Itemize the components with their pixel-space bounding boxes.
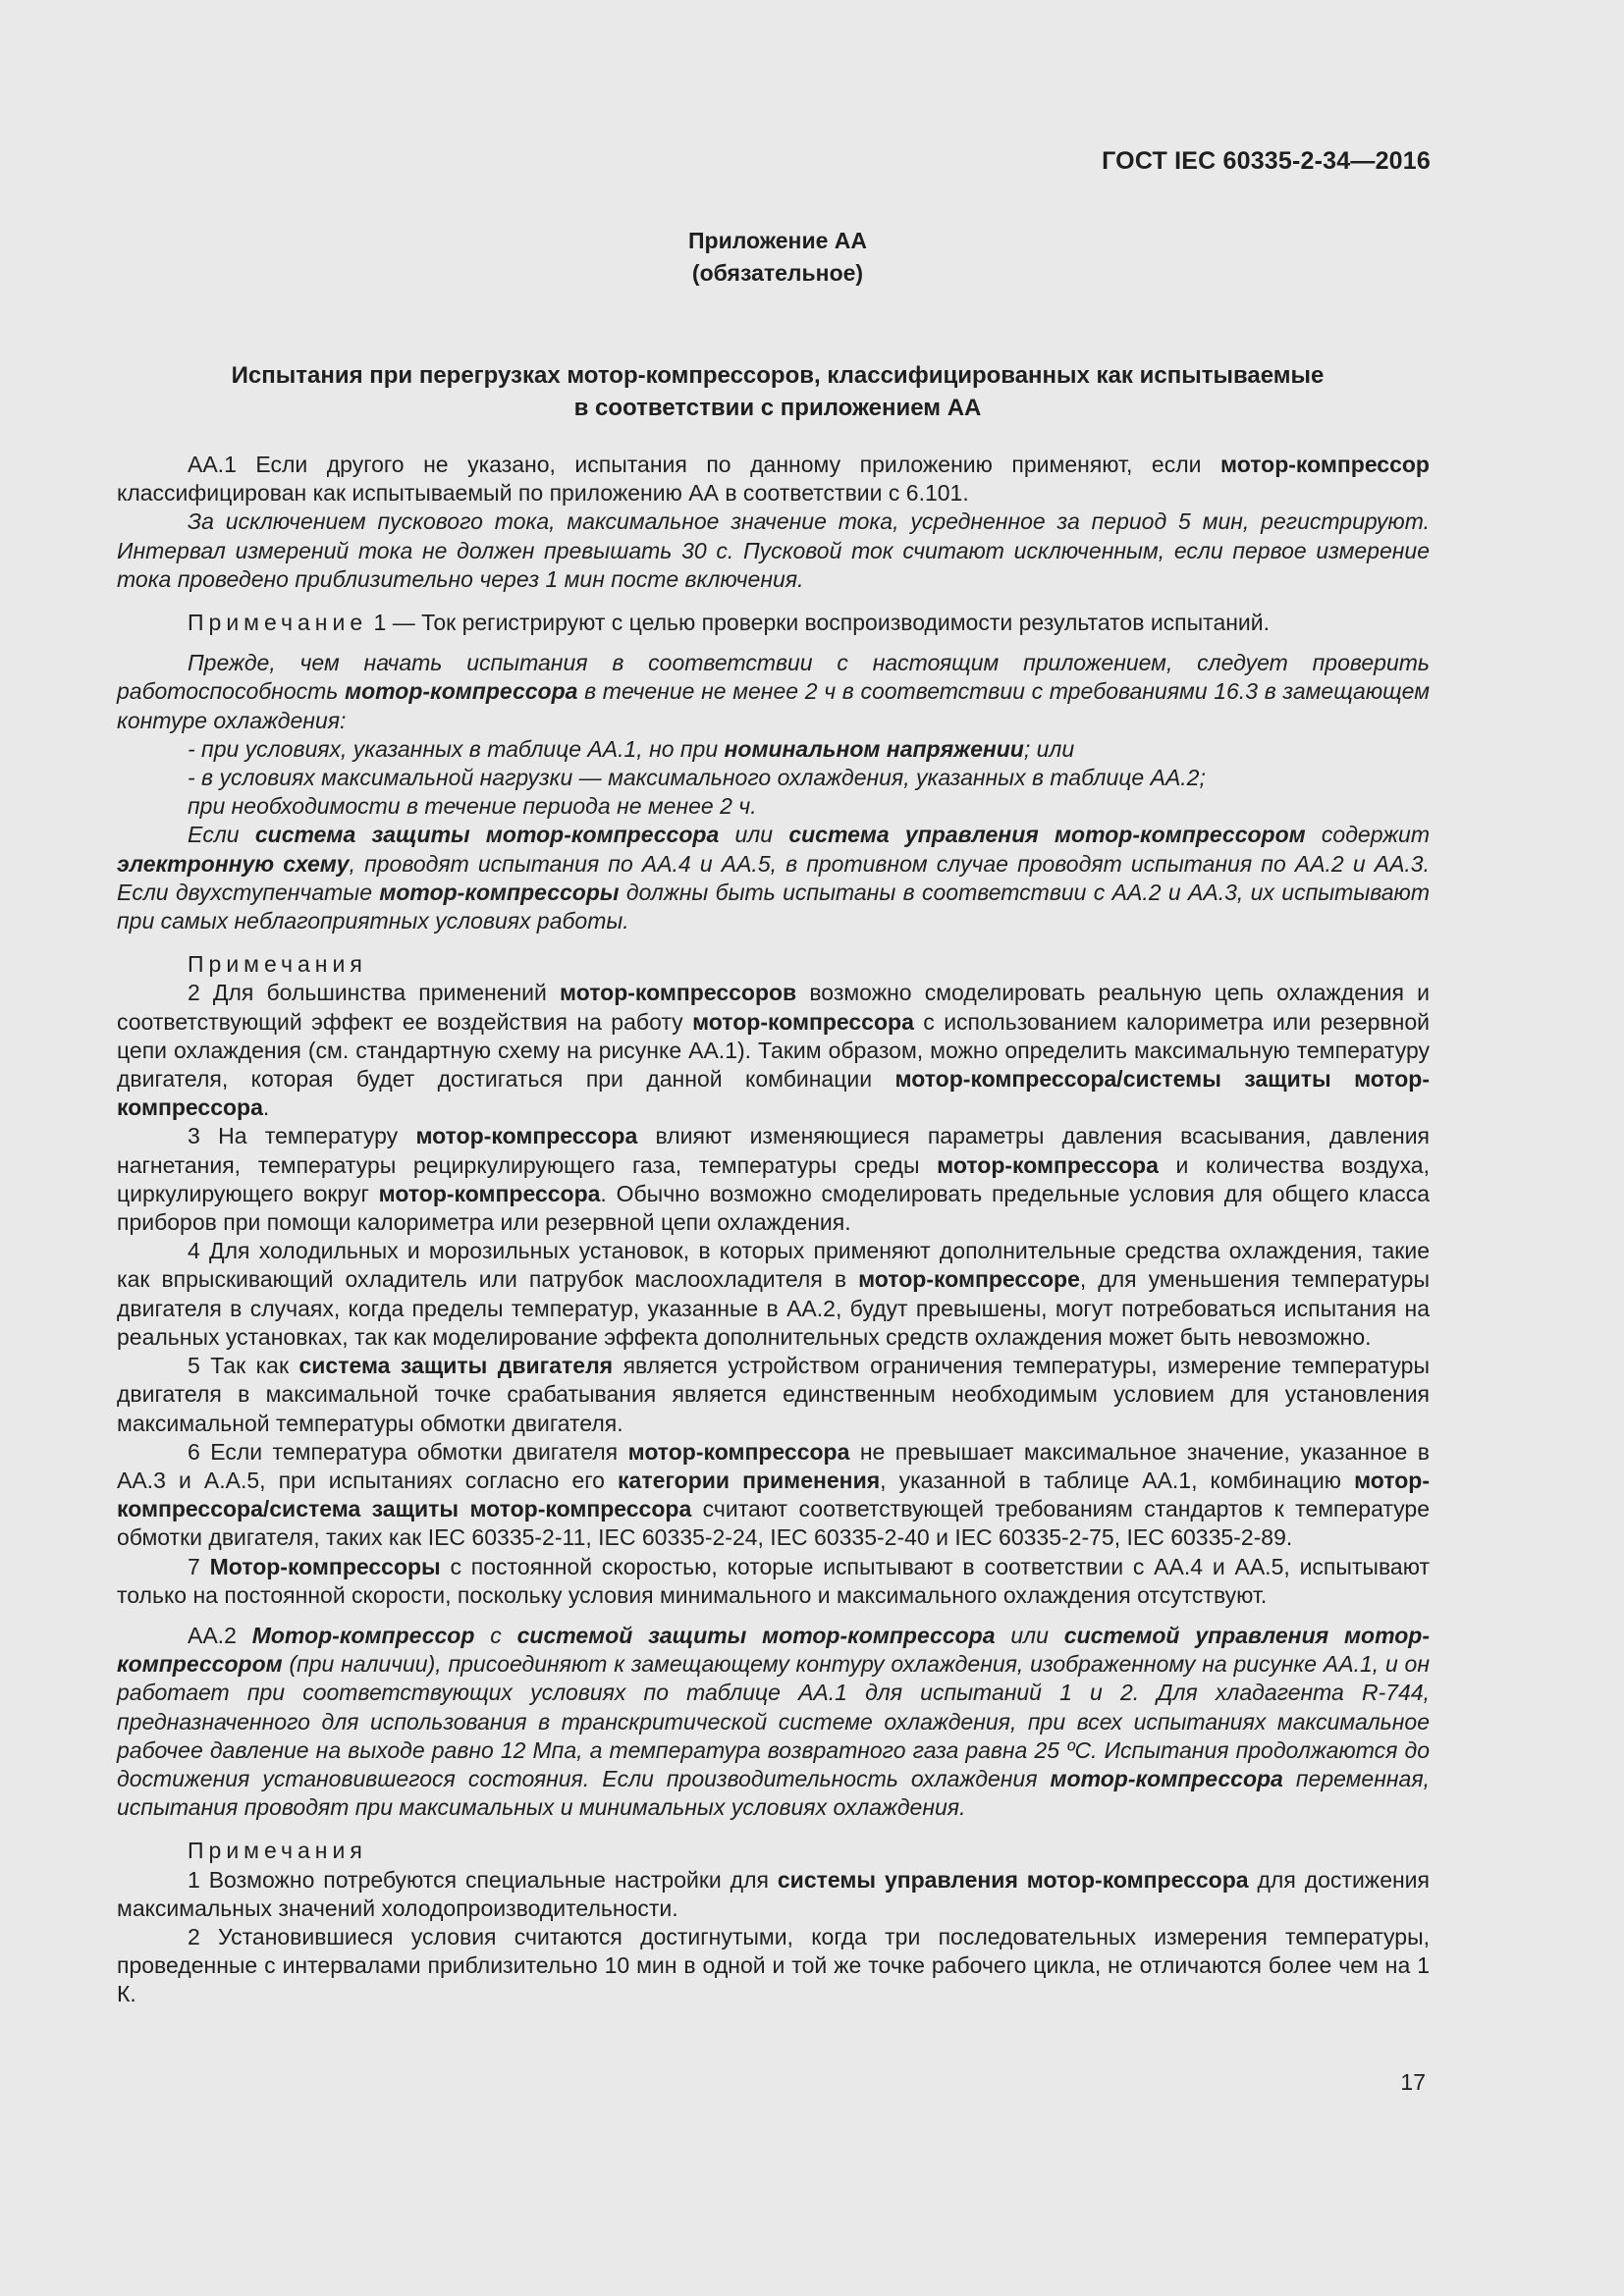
text-run: 7 <box>188 1553 210 1579</box>
note-text: 1 — Ток регистрируют с целью проверки воспроизводимости результатов испытаний. <box>367 610 1271 636</box>
notes-label: Примечания <box>188 1838 367 1864</box>
text-run: классифицирован как испытываемый по приложению АА в соответствии с 6.101. <box>117 480 969 507</box>
note-5 <box>117 1352 1430 1438</box>
text-run: не превышает максимальное значение, указанное в АА.3 и А.А.5, при испытаниях согласно его <box>117 1438 1430 1493</box>
term-bold: системы управления мотор-компрессора <box>777 1866 1249 1893</box>
term-bold: мотор-компрессоры <box>379 879 620 905</box>
section-title-line-1: Испытания при перегрузках мотор-компрессоров, классифицированных как испытываемые <box>231 362 1325 389</box>
text-run: 1 Возможно потребуются специальные настройки для <box>188 1866 778 1893</box>
term-bold: системой управления мотор-компрессором <box>117 1622 1430 1678</box>
italic-text: (при наличии), присоединяют к замещающему контуру охлаждения, изображенному на рисунке АА.1, и он работает при соответствующих условиях по таблице АА.1 для испытаний 1 и 2. Для хладагента R-744, предназначенного для использования в транскритической системе охлаждения, при всех испытаниях максимальное рабочее давление на выходе равно 12 Мпа, а температура возвратного газа равна 25 ºС. Испытания продолжаются до достижения установившегося состояния. Если производительность охлаждения <box>117 1651 1430 1791</box>
text-run: 4 Для холодильных и морозильных установок, в которых применяют дополнительные средства охлаждения, такие как впрыскивающий охладитель или патрубок маслоохладителя в <box>117 1238 1430 1293</box>
term-bold: система защиты двигателя <box>298 1353 614 1379</box>
text-run: 2 Для большинства применений <box>188 980 561 1006</box>
condition-list-item <box>117 735 1430 764</box>
notes-label: Примечания <box>188 951 367 978</box>
note-2 <box>117 979 1430 1122</box>
term-bold: Мотор-компрессоры <box>209 1553 441 1579</box>
italic-text: содержит <box>1305 822 1431 848</box>
section-title <box>118 359 1437 424</box>
text-run: считают соответствующей требованиям стандартов к температуре обмотки двигателя, таких как IEC 60335-2-11, IEC 60335-2-24, IEC 60335-2-40 и IEC 60335-2-75, IEC 60335-2-89. <box>117 1496 1430 1551</box>
annex-status: (обязательное) <box>691 260 864 286</box>
term-bold: мотор-компрессоре <box>858 1266 1080 1293</box>
text-run: влияют изменяющиеся параметры давления всасывания, давления нагнетания, температуры рециркулирующего газа, температуры среды <box>117 1123 1430 1178</box>
term-bold: мотор-компрессора <box>692 1008 914 1035</box>
term-bold: мотор-компрессор <box>1220 452 1430 477</box>
note-1 <box>117 609 1430 637</box>
condition-list-item <box>117 792 1430 821</box>
text-run: с использованием калориметра или резервной цепи охлаждения (см. стандартную схему на рисунке АА.1). Таким образом, можно определить максимальную температуру двигателя, которая будет достигаться при данной комбинации <box>117 1008 1430 1093</box>
term-bold: системой защиты мотор-компрессора <box>516 1622 996 1648</box>
italic-text: или <box>719 822 789 848</box>
note-3 <box>117 1122 1430 1237</box>
text-run: АА.1 Если другого не указано, испытания по данному приложению применяют, если <box>188 452 1220 477</box>
text-run: с постоянной скоростью, которые испытывают в соответствии с АА.4 и АА.5, испытывают только на постоянной скорости, поскольку условия минимального и максимального охлаждения отсутствуют. <box>117 1553 1430 1608</box>
term-bold: мотор-компрессора/система защиты мотор-компрессора <box>117 1467 1430 1522</box>
italic-text: ; или <box>1023 735 1075 762</box>
electronic-circuit-paragraph <box>117 821 1430 935</box>
text-run: . <box>262 1095 270 1121</box>
notes-heading <box>117 1837 1430 1865</box>
clause-aa2-paragraph <box>117 1622 1430 1822</box>
italic-text: с <box>474 1622 517 1648</box>
term-bold: мотор-компрессора <box>1050 1765 1283 1791</box>
italic-text: , проводят испытания по АА.4 и АА.5, в противном случае проводят испытания по АА.2 и АА.3. Если двухступенчатые <box>117 850 1430 905</box>
text-run: возможно смоделировать реальную цепь охлаждения и соответствующий эффект ее воздействия на работу <box>117 980 1430 1035</box>
term-bold: категории применения <box>618 1467 881 1493</box>
italic-text: За исключением пускового тока, максимальное значение тока, усредненное за период 5 мин, регистрируют. Интервал измерений тока не должен превышать 30 с. Пусковой ток считают исключенным, если первое измерение тока проведено приблизительно через 1 мин посте включения. <box>117 508 1430 592</box>
italic-text: в течение не менее 2 ч в соответствии с требованиями 16.3 в замещающем контуре охлаждения: <box>117 678 1430 733</box>
text-run: для достижения максимальных значений холодопроизводительности. <box>117 1866 1430 1921</box>
text-run: АА.2 <box>188 1622 252 1648</box>
preparation-paragraph <box>117 649 1430 735</box>
italic-text: - при условиях, указанных в таблице АА.1, но при <box>188 735 725 762</box>
italic-text: при необходимости в течение периода не менее 2 ч. <box>188 793 757 820</box>
text-run: 6 Если температура обмотки двигателя <box>188 1438 628 1465</box>
italic-text: или <box>995 1622 1064 1648</box>
term-bold: система защиты мотор-компрессора <box>254 822 720 848</box>
note-aa2-2 <box>117 1923 1430 2009</box>
note-4 <box>117 1237 1430 1352</box>
note-label: Примечание <box>188 610 368 636</box>
italic-text: Прежде, чем начать испытания в соответствии с настоящим приложением, следует проверить работоспособность <box>117 650 1430 705</box>
term-bold: мотор-компрессора/системы защиты мотор-компрессора <box>117 1066 1430 1121</box>
term-bold: Мотор-компрессор <box>251 1622 475 1648</box>
page-number: 17 <box>1400 2069 1426 2095</box>
note-6 <box>117 1438 1430 1553</box>
text-run: является устройством ограничения температуры, измерение температуры двигателя в максимальной точке срабатывания является единственным необходимым условием для установления максимальной температуры обмотки двигателя. <box>117 1353 1431 1436</box>
text-run: , указанной в таблице АА.1, комбинацию <box>880 1467 1355 1493</box>
term-bold: мотор-компрессора <box>345 678 578 705</box>
clause-aa1-paragraph <box>117 451 1430 507</box>
italic-text: Если <box>188 822 255 848</box>
italic-text: переменная, испытания проводят при максимальных и минимальных условиях охлаждения. <box>117 1765 1430 1821</box>
term-bold: мотор-компрессоров <box>560 980 797 1006</box>
text-run: 5 Так как <box>188 1353 299 1379</box>
term-bold: мотор-компрессора <box>627 1438 850 1465</box>
term-bold: электронную схему <box>117 850 350 877</box>
term-bold: мотор-компрессора <box>415 1123 638 1149</box>
text-run: . Обычно возможно смоделировать предельные условия для общего класса приборов при помощи калориметра или резервной цепи охлаждения. <box>117 1180 1430 1236</box>
term-bold: система управления мотор-компрессором <box>788 822 1306 848</box>
document-body <box>117 451 1430 2009</box>
text-run: 2 Установившиеся условия считаются достигнутыми, когда три последовательных измерения температуры, проведенные с интервалами приблизительно 10 мин в одной и той же точке рабочего цикла, не отличаются более чем на 1 К. <box>117 1923 1430 2007</box>
text-run: , для уменьшения температуры двигателя в случаях, когда пределы температур, указанные в АА.2, будут превышены, могут потребоваться испытания на реальных установках, так как моделирование эффекта дополнительных средств охлаждения может быть невозможно. <box>117 1266 1430 1350</box>
document-number: ГОСТ IEC 60335-2-34—2016 <box>1102 147 1431 175</box>
note-aa2-1 <box>117 1866 1430 1923</box>
section-title-line-2: в соответствии с приложением АА <box>573 395 982 421</box>
text-run: и количества воздуха, циркулирующего вокруг <box>117 1151 1430 1206</box>
clause-aa1-italic-paragraph <box>117 507 1430 594</box>
annex-label: Приложение АА <box>687 228 867 253</box>
term-bold: номинальном напряжении <box>724 735 1024 762</box>
annex-heading <box>0 225 1555 290</box>
term-bold: мотор-компрессора <box>378 1180 601 1206</box>
term-bold: мотор-компрессора <box>937 1151 1159 1178</box>
note-7 <box>117 1553 1430 1610</box>
notes-heading <box>117 950 1430 979</box>
text-run: 3 На температуру <box>188 1123 416 1149</box>
italic-text: - в условиях максимальной нагрузки — максимального охлаждения, указанных в таблице АА.2; <box>188 765 1206 791</box>
italic-text: должны быть испытаны в соответствии с АА.2 и АА.3, их испытывают при самых неблагоприятных условиях работы. <box>117 879 1430 934</box>
condition-list-item <box>117 764 1430 792</box>
